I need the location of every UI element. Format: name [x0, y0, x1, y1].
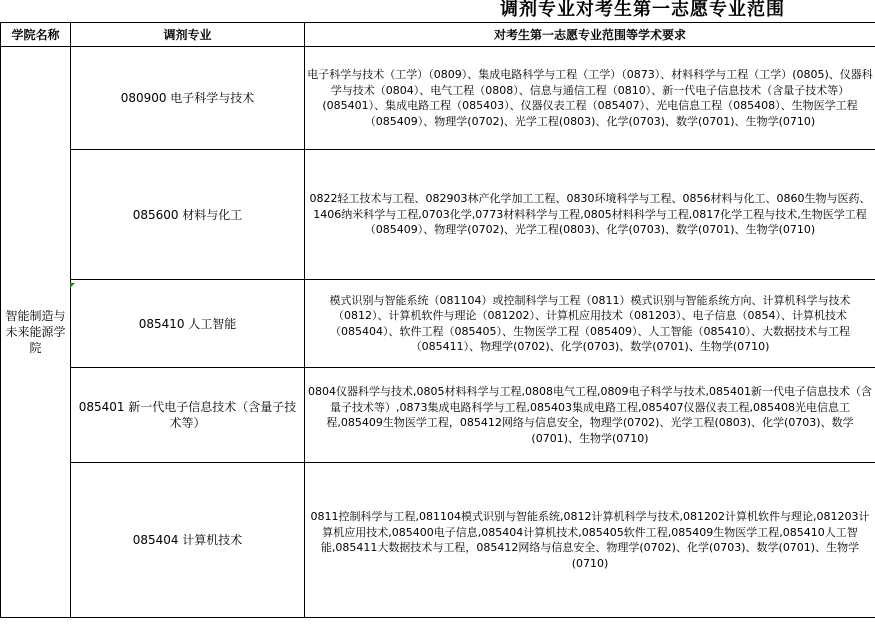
table-row [1, 368, 875, 463]
adjustment-table [0, 22, 875, 618]
header-school: 学院名称 [1, 23, 71, 47]
requirement-cell: 0811控制科学与工程,081104模式识别与智能系统,0812计算机科学与技术,081202计算机软件与理论,081203计算机应用技术,085400电子信息,085404计算机技术,085405软件工程,085409生物医学工程,085410人工智能,085411大数据技术与工程，085412网络与信息安全、物理学(0702)、化学(0703)、数学(0701)、生物学(0710) [305, 463, 875, 618]
major-cell: 080900 电子科学与技术 [71, 47, 305, 150]
requirement-cell: 电子科学与技术（工学）（0809）、集成电路科学与工程（工学）（0873）、材料科学与工程（工学）(0805)、仪器科学与技术（0804）、电气工程（0808）、信息与通信工程（0810）、新一代电子信息技术（含量子技术等）(085401）、集成电路工程（085403）、仪器仪表工程（085407）、光电信息工程（085408）、生物医学工程（085409）、物理学(0702)、光学工程(0803)、化学(0703)、数学(0701)、生物学(0710) [305, 47, 875, 150]
table-row [1, 280, 875, 368]
table-row [1, 47, 875, 150]
school-name-cell: 智能制造与未来能源学院 [1, 47, 71, 618]
requirement-cell: 0804仪器科学与技术,0805材料科学与工程,0808电气工程,0809电子科学与技术,085401新一代电子信息技术（含量子技术等）,0873集成电路科学与工程,085403集成电路工程,085407仪器仪表工程,085408光电信息工程,085409生物医学工程，085412网络与信息安全，物理学(0702)、光学工程(0803)、化学(0703)、数学(0701)、生物学(0710) [305, 368, 875, 463]
major-cell: 085410 人工智能 [71, 280, 305, 368]
major-cell: 085404 计算机技术 [71, 463, 305, 618]
header-major: 调剂专业 [71, 23, 305, 47]
requirement-cell: 0822轻工技术与工程、082903林产化学加工工程、0830环境科学与工程、0856材料与化工、0860生物与医药、1406纳米科学与工程,0703化学,0773材料科学与工程,0805材料科学与工程,0817化学工程与技术,生物医学工程（085409）、物理学(0702)、光学工程(0803)、化学(0703)、数学(0701)、生物学(0710) [305, 150, 875, 280]
table-row [1, 463, 875, 618]
requirement-cell: 模式识别与智能系统（081104）或控制科学与工程（0811）模式识别与智能系统方向、计算机科学与技术（0812）、计算机软件与理论（081202）、计算机应用技术（081203）、电子信息（0854）、计算机技术（085404）、软件工程（085405）、生物医学工程（085409）、人工智能（085410）、大数据技术与工程（085411）、物理学(0702)、化学(0703)、数学(0701)、生物学(0710) [305, 280, 875, 368]
major-cell: 085600 材料与化工 [71, 150, 305, 280]
major-cell: 085401 新一代电子信息技术（含量子技术等） [71, 368, 305, 463]
table-row [1, 150, 875, 280]
cell-comment-marker [70, 283, 75, 288]
page-title: 调剂专业对考生第一志愿专业范围 [500, 0, 785, 20]
header-requirement: 对考生第一志愿专业范围等学术要求 [305, 23, 875, 47]
table-header-row [1, 23, 875, 47]
